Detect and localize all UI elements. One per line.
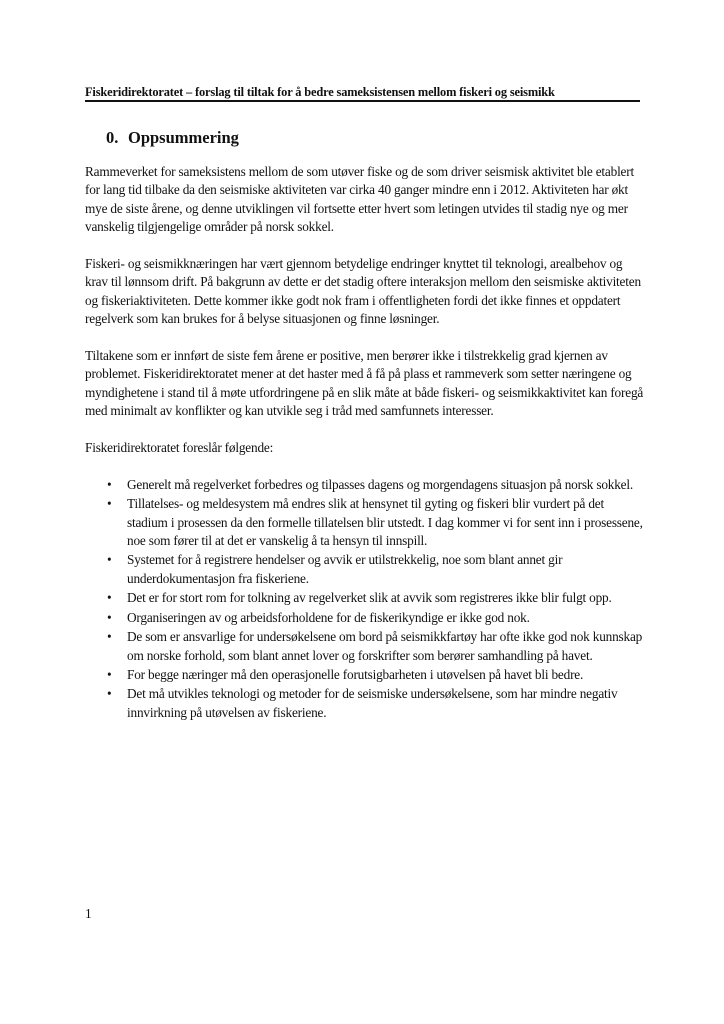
paragraph: Fiskeri- og seismikknæringen har vært gjennom betydelige endringer knyttet til teknologi, arealbehov og krav til lønnsom drift. På bakgrunn av dette er det stadig oftere interaksjon mellom den seismiske aktiviteten og fiskeriaktiviteten. Dette kommer ikke godt nok fram i offentligheten fordi det ikke finnes et oppdatert regelverk som kan brukes for å belyse situasjonen og finne løsninger. — [85, 256, 641, 327]
list-item-text: For begge næringer må den operasjonelle forutsigbarheten i utøvelsen på havet bli bedre. — [127, 666, 584, 682]
bullet-icon: • — [107, 629, 112, 645]
list-item-text: Systemet for å registrere hendelser og avvik er utilstrekkelig, noe som blant annet gir underdokumentasjon fra fiskeriene. — [127, 552, 563, 586]
bullet-icon: • — [107, 590, 112, 606]
section-title: Oppsummering — [128, 128, 239, 147]
paragraph: Rammeverket for sameksistens mellom de som utøver fiske og de som driver seismisk aktivitet ble etablert for lang tid tilbake da den seismiske aktiviteten var cirka 40 ganger mindre enn i 2012. Aktiviteten har økt mye de siste årene, og denne utviklingen vil fortsette etter hvert som letingen utvides til stadig nye og mer vanskelig tilgjengelige områder på norsk sokkel. — [85, 164, 634, 235]
recommendation-list — [85, 476, 645, 722]
bullet-icon: • — [107, 686, 112, 702]
paragraph: Tiltakene som er innført de siste fem årene er positive, men berører ikke i tilstrekkelig grad kjernen av problemet. Fiskeridirektoratet mener at det haster med å få på plass et rammeverk som setter næringene og myndighetene i stand til å møte utfordringene på en slik måte at både fiskeri- og seismikkaktivitet kan foregå med minimalt av konflikter og kan utvikle seg i tråd med samfunnets interesser. — [85, 348, 644, 419]
list-item — [85, 666, 645, 684]
list-item — [85, 685, 645, 722]
list-item — [85, 628, 645, 665]
list-item — [85, 495, 645, 550]
list-item-text: Det er for stort rom for tolkning av regelverket slik at avvik som registreres ikke blir fulgt opp. — [127, 590, 612, 606]
section-heading — [106, 128, 239, 148]
bullet-icon: • — [107, 666, 112, 682]
header-rule — [85, 100, 640, 102]
list-item-text: De som er ansvarlige for undersøkelsene om bord på seismikkfartøy har ofte ikke god nok kunnskap om norske forhold, som blant annet lover og forskrifter som berører samhandling på havet. — [127, 629, 643, 663]
paragraph-intro: Fiskeridirektoratet foreslår følgende: — [85, 440, 274, 456]
list-item-text: Organiseringen av og arbeidsforholdene for de fiskerikyndige er ikke god nok. — [127, 609, 530, 625]
list-item-text: Generelt må regelverket forbedres og tilpasses dagens og morgendagens situasjon på norsk sokkel. — [127, 476, 634, 492]
list-item — [85, 609, 645, 627]
section-number: 0. — [106, 128, 119, 147]
bullet-icon: • — [107, 609, 112, 625]
list-item — [85, 551, 645, 588]
running-header: Fiskeridirektoratet – forslag til tiltak for å bedre sameksistensen mellom fiskeri og seismikk — [85, 85, 555, 99]
bullet-icon: • — [107, 552, 112, 568]
section-body — [85, 163, 645, 723]
list-item-text: Tillatelses- og meldesystem må endres slik at hensynet til gyting og fiskeri blir vurdert på det stadium i prosessen da den formelle tillatelsen blir utstedt. I dag kommer vi for sent inn i prosessene, noe som fører til at det er vanskelig å ta hensyn til innspill. — [127, 496, 643, 549]
page-number: 1 — [85, 906, 92, 921]
list-item — [85, 589, 645, 607]
bullet-icon: • — [107, 496, 112, 512]
list-item-text: Det må utvikles teknologi og metoder for de seismiske undersøkelsene, som har mindre negativ innvirkning på utøvelsen av fiskeriene. — [127, 686, 618, 720]
bullet-icon: • — [107, 476, 112, 492]
list-item — [85, 476, 645, 494]
